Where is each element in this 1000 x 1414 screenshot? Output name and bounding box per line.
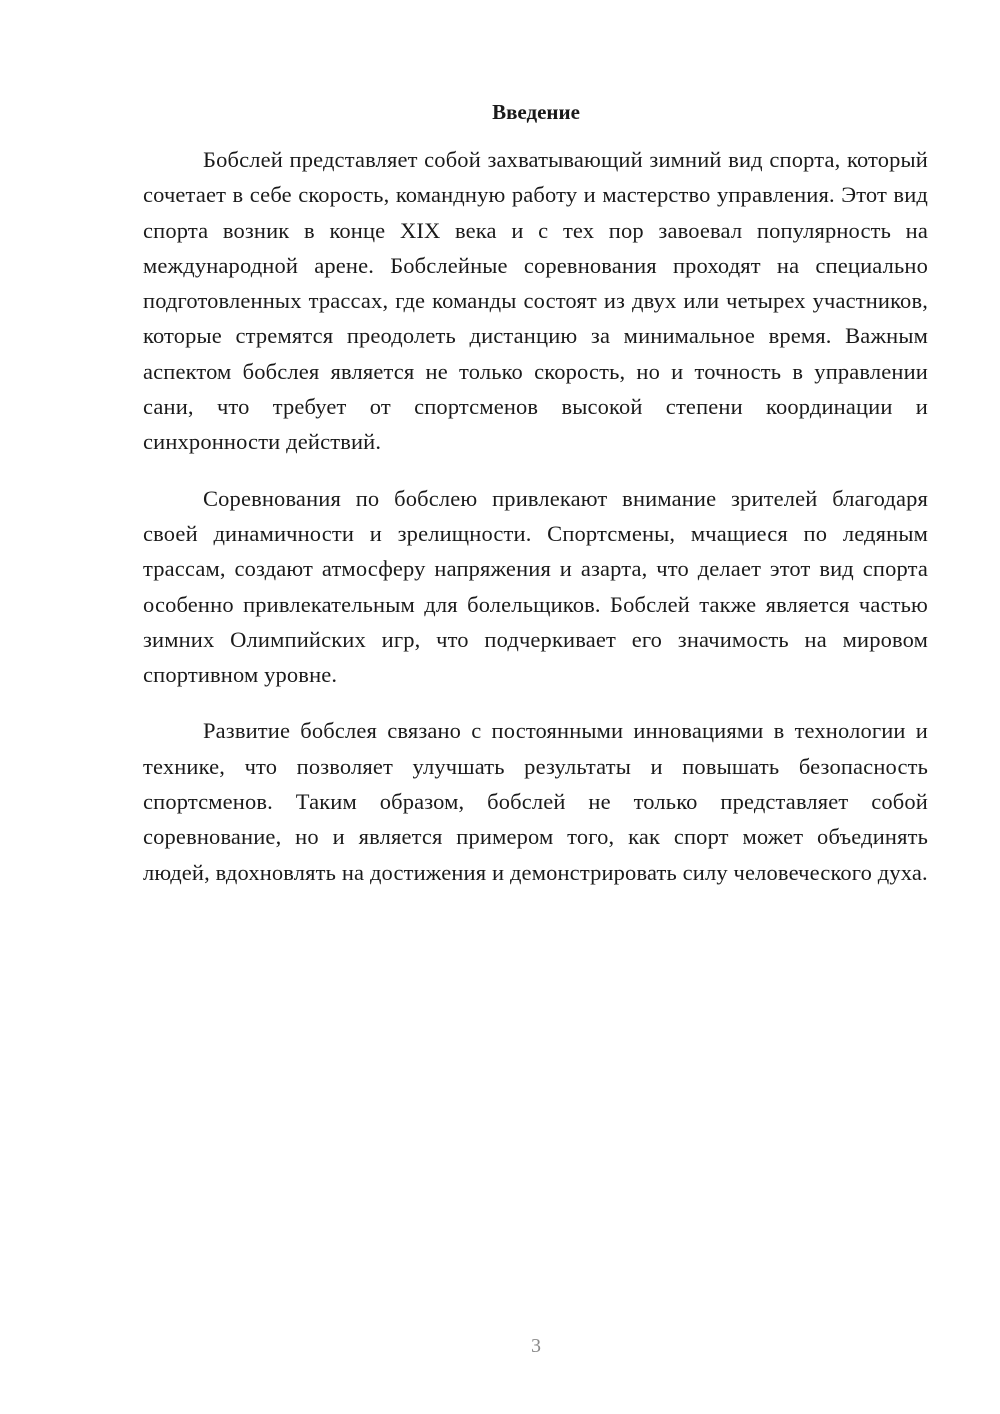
paragraph-3: Развитие бобслея связано с постоянными инновациями в технологии и технике, что позволяет улучшать результаты и повышать безопасность спортсменов. Таким образом, бобслей не только представляет собой соревнование, но и является примером того, как спорт может объединять людей, вдохновлять на достижения и демонстрировать силу человеческого духа. [143,718,928,885]
body-text [143,142,928,911]
paragraph-1: Бобслей представляет собой захватывающий зимний вид спорта, который сочетает в себе скорость, командную работу и мастерство управления. Этот вид спорта возник в конце XIX века и с тех пор завоевал популярность на международной арене. Бобслейные соревнования проходят на специально подготовленных трассах, где команды состоят из двух или четырех участников, которые стремятся преодолеть дистанцию за минимальное время. Важным аспектом бобслея является не только скорость, но и точность в управлении сани, что требует от спортсменов высокой степени координации и синхронности действий. [143,147,928,455]
page-number: 3 [531,1335,541,1357]
paragraph-2: Соревнования по бобслею привлекают внимание зрителей благодаря своей динамичности и зрелищности. Спортсмены, мчащиеся по ледяным трассам, создают атмосферу напряжения и азарта, что делает этот вид спорта особенно привлекательным для болельщиков. Бобслей также является частью зимних Олимпийских игр, что подчеркивает его значимость на мировом спортивном уровне. [143,485,928,688]
section-heading: Введение [492,100,580,124]
